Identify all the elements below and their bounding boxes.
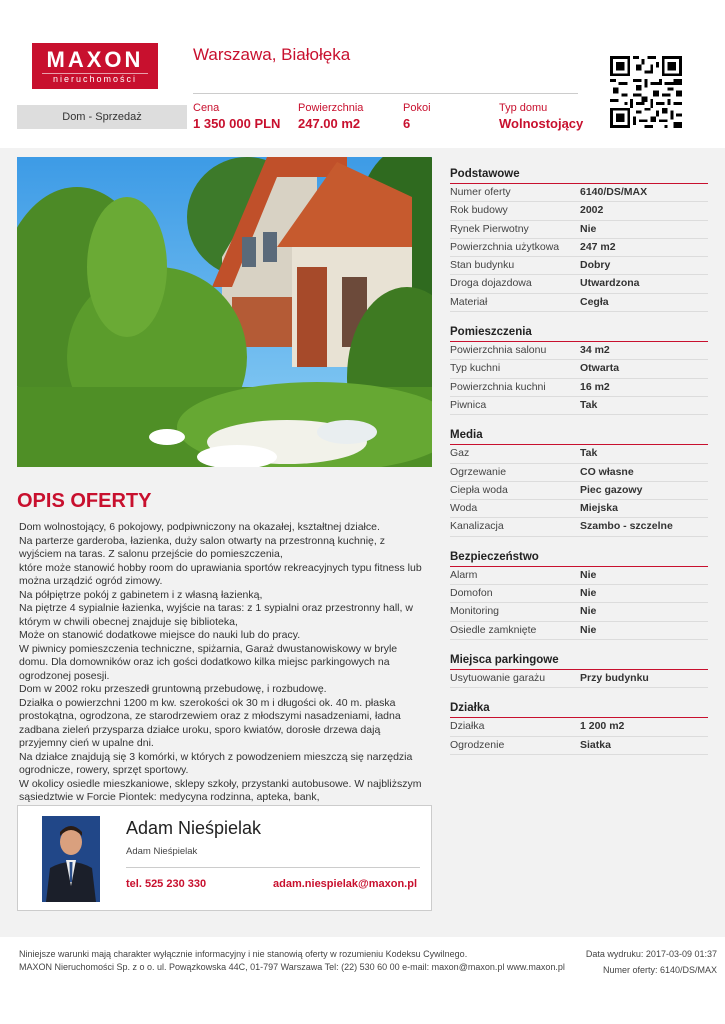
detail-value: 1 200 m2 — [580, 720, 625, 733]
detail-value: Nie — [580, 623, 597, 636]
detail-row — [450, 360, 708, 378]
detail-label: Monitoring — [450, 605, 500, 618]
detail-label: Droga dojazdowa — [450, 277, 532, 290]
property-details — [450, 166, 708, 767]
detail-label: Woda — [450, 502, 478, 515]
detail-value: 34 m2 — [580, 344, 610, 357]
detail-row — [450, 482, 708, 500]
offer-type-badge: Dom - Sprzedaż — [17, 105, 187, 129]
detail-value: Dobry — [580, 259, 611, 272]
detail-label: Stan budynku — [450, 259, 515, 272]
stat-area — [298, 101, 363, 133]
description-text: Dom wolnostojący, 6 pokojowy, podpiwniczony na okazałej, kształtnej działce. Na parterze garderoba, łazienka, duży salon otwarty na przestronną kuchnię, z wyjściem na taras. Z salonu przejście do pomieszczenia, które może stanowić hobby room do uprawiania sportów rekreacyjnych typu fitness lub można urządzić ogród zimowy. Na półpiętrze pokój z gabinetem i z własną łazienką, Na piętrze 4 sypialnie łazienka, wyjście na taras: z 1 sypialni oraz przestronny hall, w którym w chwili obecnej znajduje się biblioteka, Może on stanowić dodatkowe miejsce do nauki lub do pracy. W piwnicy pomieszczenia techniczne, spiżarnia, Garaż dwustanowiskowy w bryle domu. Dla domowników oraz ich gości dodatkowo kilka miejsc parkingowych na ogrodzonej posesji. Dom w 2002 roku przeszedł gruntowną przebudowę, i rozbudowę. Działka o powierzchni 1200 m kw. szerokości ok 30 m i długości ok. 40 m. płaska prostokątna, ogrodzona, ze starodrzewiem oraz z młodszymi nasadzeniami, ładna zadbana zieleń przysparza działce uroku, sporo kwiatów, dorosłe drzewa dają przyjemny cień w upalne dni. Na działce znajdują się 3 komórki, w których z powodzeniem mieszczą się narzędzia ogrodnicze, rowery, sprzęt sportowy. W okolicy osiedle mieszkaniowe, sklepy szkoły, przystanki autobusowe. W najbliższym sąsiedztwie w Forcie Piontek: medycyna rodzinna, apteka, bank, — [19, 521, 422, 803]
detail-value: Nie — [580, 587, 597, 600]
section-utilities — [450, 427, 708, 536]
detail-label: Powierzchnia kuchni — [450, 380, 546, 393]
detail-row — [450, 257, 708, 275]
detail-row — [450, 670, 708, 688]
detail-row — [450, 239, 708, 257]
stat-label: Powierzchnia — [298, 102, 364, 114]
section-title: Pomieszczenia — [450, 324, 708, 342]
detail-value: Przy budynku — [580, 671, 649, 684]
detail-row — [450, 500, 708, 518]
detail-value: 247 m2 — [580, 240, 616, 253]
agent-card — [17, 805, 432, 911]
detail-value: Nie — [580, 568, 597, 581]
offer-location-title: Warszawa, Białołęka — [193, 45, 351, 64]
section-plot — [450, 700, 708, 755]
detail-row — [450, 379, 708, 397]
footer-offer-number: Numer oferty: 6140/DS/MAX — [602, 965, 717, 975]
stat-label: Typ domu — [499, 102, 548, 114]
qr-code-icon[interactable] — [610, 56, 682, 128]
agent-name: Adam Nieśpielak — [126, 818, 262, 838]
stat-value: 247.00 m2 — [298, 116, 361, 131]
detail-value: Cegła — [580, 295, 609, 308]
detail-value: Siatka — [580, 738, 611, 751]
agent-photo — [42, 816, 100, 902]
header-divider — [193, 93, 578, 94]
detail-row — [450, 567, 708, 585]
detail-label: Alarm — [450, 568, 478, 581]
stat-price — [193, 101, 280, 133]
detail-row — [450, 445, 708, 463]
section-security — [450, 549, 708, 640]
description-title: OPIS OFERTY — [17, 490, 152, 512]
detail-label: Powierzchnia salonu — [450, 344, 547, 357]
detail-value: 2002 — [580, 204, 604, 217]
detail-row — [450, 518, 708, 536]
detail-label: Ogrzewanie — [450, 465, 507, 478]
stat-label: Cena — [193, 102, 220, 114]
stat-value: 1 350 000 PLN — [193, 116, 281, 131]
detail-row — [450, 397, 708, 415]
detail-row — [450, 221, 708, 239]
detail-row — [450, 184, 708, 202]
logo-wordmark: MAXON — [46, 47, 144, 72]
section-title: Miejsca parkingowe — [450, 652, 708, 670]
footer-disclaimer: Niniejsze warunki mają charakter wyłącznie informacyjny i nie stanowią oferty w rozumieniu Kodeksu Cywilnego. — [19, 949, 468, 959]
logo-tagline: nieruchomości — [42, 73, 148, 84]
detail-row — [450, 718, 708, 736]
detail-value: CO własne — [580, 465, 634, 478]
detail-value: Nie — [580, 222, 597, 235]
detail-label: Osiedle zamknięte — [450, 623, 537, 636]
detail-value: Piec gazowy — [580, 483, 643, 496]
detail-value: Nie — [580, 605, 597, 618]
stat-house-type — [499, 101, 583, 133]
section-title: Działka — [450, 700, 708, 718]
detail-value: Otwarta — [580, 362, 620, 375]
section-title: Media — [450, 427, 708, 445]
detail-row — [450, 342, 708, 360]
detail-value: Szambo - szczelne — [580, 520, 673, 533]
detail-row — [450, 585, 708, 603]
stat-value: Wolnostojący — [499, 116, 584, 131]
detail-row — [450, 275, 708, 293]
agent-phone-link[interactable]: tel. 525 230 330 — [126, 878, 207, 890]
detail-value: Tak — [580, 447, 598, 460]
detail-label: Gaz — [450, 447, 470, 460]
footer-print-date: Data wydruku: 2017-03-09 01:37 — [585, 949, 717, 959]
detail-label: Typ kuchni — [450, 362, 501, 375]
detail-row — [450, 294, 708, 312]
detail-value: Miejska — [580, 502, 618, 515]
detail-value: Utwardzona — [580, 277, 640, 290]
detail-label: Domofon — [450, 587, 493, 600]
detail-label: Ogrodzenie — [450, 738, 505, 751]
agent-divider — [126, 867, 420, 868]
section-basic — [450, 166, 708, 312]
detail-row — [450, 603, 708, 621]
detail-label: Materiał — [450, 295, 488, 308]
detail-label: Działka — [450, 720, 485, 733]
detail-label: Powierzchnia użytkowa — [450, 240, 560, 253]
detail-label: Usytuowanie garażu — [450, 671, 546, 684]
section-rooms — [450, 324, 708, 415]
detail-label: Piwnica — [450, 398, 487, 411]
detail-row — [450, 737, 708, 755]
detail-row — [450, 464, 708, 482]
detail-value: Tak — [580, 398, 598, 411]
detail-value: 16 m2 — [580, 380, 610, 393]
detail-label: Rok budowy — [450, 204, 508, 217]
stat-value: 6 — [403, 116, 411, 131]
detail-label: Rynek Pierwotny — [450, 222, 529, 235]
footer-company-info: MAXON Nieruchomości Sp. z o o. ul. Powązkowska 44C, 01-797 Warszawa Tel: (22) 530 60 00 e-mail: maxon@maxon.pl www.maxon.pl — [19, 962, 565, 972]
stat-rooms — [403, 101, 431, 133]
stat-label: Pokoi — [403, 102, 431, 114]
detail-value: 6140/DS/MAX — [580, 186, 648, 198]
detail-row — [450, 622, 708, 640]
maxon-logo — [32, 43, 158, 89]
agent-subtitle: Adam Nieśpielak — [126, 846, 198, 857]
section-title: Podstawowe — [450, 166, 708, 184]
section-title: Bezpieczeństwo — [450, 549, 708, 567]
detail-label: Kanalizacja — [450, 520, 504, 533]
detail-label: Ciepła woda — [450, 483, 508, 496]
section-parking — [450, 652, 708, 688]
detail-label: Numer oferty — [450, 186, 511, 198]
agent-email-link[interactable]: adam.niespielak@maxon.pl — [273, 878, 417, 890]
property-photo[interactable] — [17, 157, 432, 467]
detail-row — [450, 202, 708, 220]
